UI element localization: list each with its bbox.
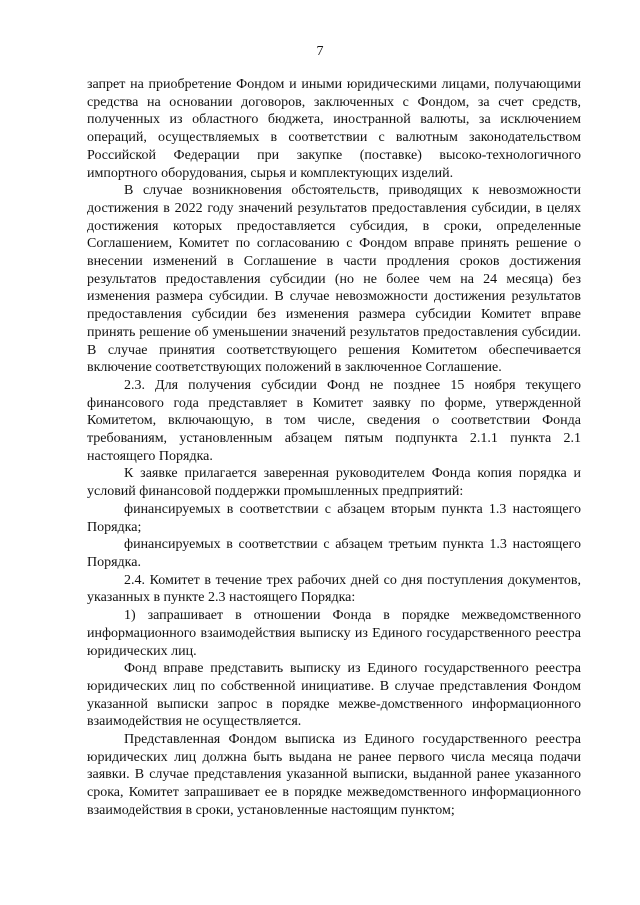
paragraph-10: Представленная Фондом выписка из Единого государственного реестра юридических лиц должна быть выдана не ранее первого числа месяца подачи заявки. В случае представления указанной выписки, выданной ранее указанного срока, Комитет запрашивает ее в порядке межведомственного информационного взаимодействия в сроки, установленные настоящим пунктом; (87, 732, 581, 818)
paragraph-4: К заявке прилагается заверенная руководителем Фонда копия порядка и условий финансовой поддержки промышленных предприятий: (87, 466, 581, 500)
paragraph-9: Фонд вправе представить выписку из Единого государственного реестра юридических лиц по собственной инициативе. В случае представления Фондом указанной выписки запрос в порядке межве-домственного информационного взаимодействия не осуществляется. (87, 661, 581, 730)
page-number: 7 (316, 44, 324, 59)
document-body (87, 76, 581, 820)
paragraph-1: запрет на приобретение Фондом и иными юридическими лицами, получающими средства на основании договоров, заключенных с Фондом, за счет средств, полученных из областного бюджета, иностранной валюты, за исключением операций, осуществляемых в соответствии с валютным законодательством Российской Федерации при закупке (поставке) высоко-технологичного импортного оборудования, сырья и комплектующих изделий. (87, 77, 581, 181)
paragraph-5: финансируемых в соответствии с абзацем вторым пункта 1.3 настоящего Порядка; (87, 501, 581, 535)
paragraph-3: 2.3. Для получения субсидии Фонд не позднее 15 ноября текущего финансового года представляет в Комитет заявку по форме, утвержденной Комитетом, включающую, в том числе, сведения о соответствии Фонда требованиям, установленным абзацем пятым подпункта 2.1.1 пункта 2.1 настоящего Порядка. (87, 377, 581, 464)
paragraph-2: В случае возникновения обстоятельств, приводящих к невозможности достижения в 2022 году значений результатов предоставления субсидии, в целях достижения которых предоставляется субсидия, в сроки, определенные Соглашением, Комитет по согласованию с Фондом вправе принять решение о внесении изменений в Соглашение в части продления сроков достижения результатов предоставления субсидии (но не более чем на 24 месяца) без изменения размера субсидии. В случае невозможности достижения результатов предоставления субсидии без изменения размера субсидии Комитет вправе принять решение об уменьшении значений результатов предоставления субсидии. В случае принятия соответствующего решения Комитетом обеспечивается включение соответствующих положений в заключенное Соглашение. (87, 183, 581, 376)
paragraph-6: финансируемых в соответствии с абзацем третьим пункта 1.3 настоящего Порядка. (87, 537, 581, 570)
paragraph-7: 2.4. Комитет в течение трех рабочих дней со дня поступления документов, указанных в пункте 2.3 настоящего Порядка: (87, 572, 581, 606)
paragraph-8: 1) запрашивает в отношении Фонда в порядке межведомственного информационного взаимодействия выписку из Единого государственного реестра юридических лиц. (87, 608, 581, 659)
